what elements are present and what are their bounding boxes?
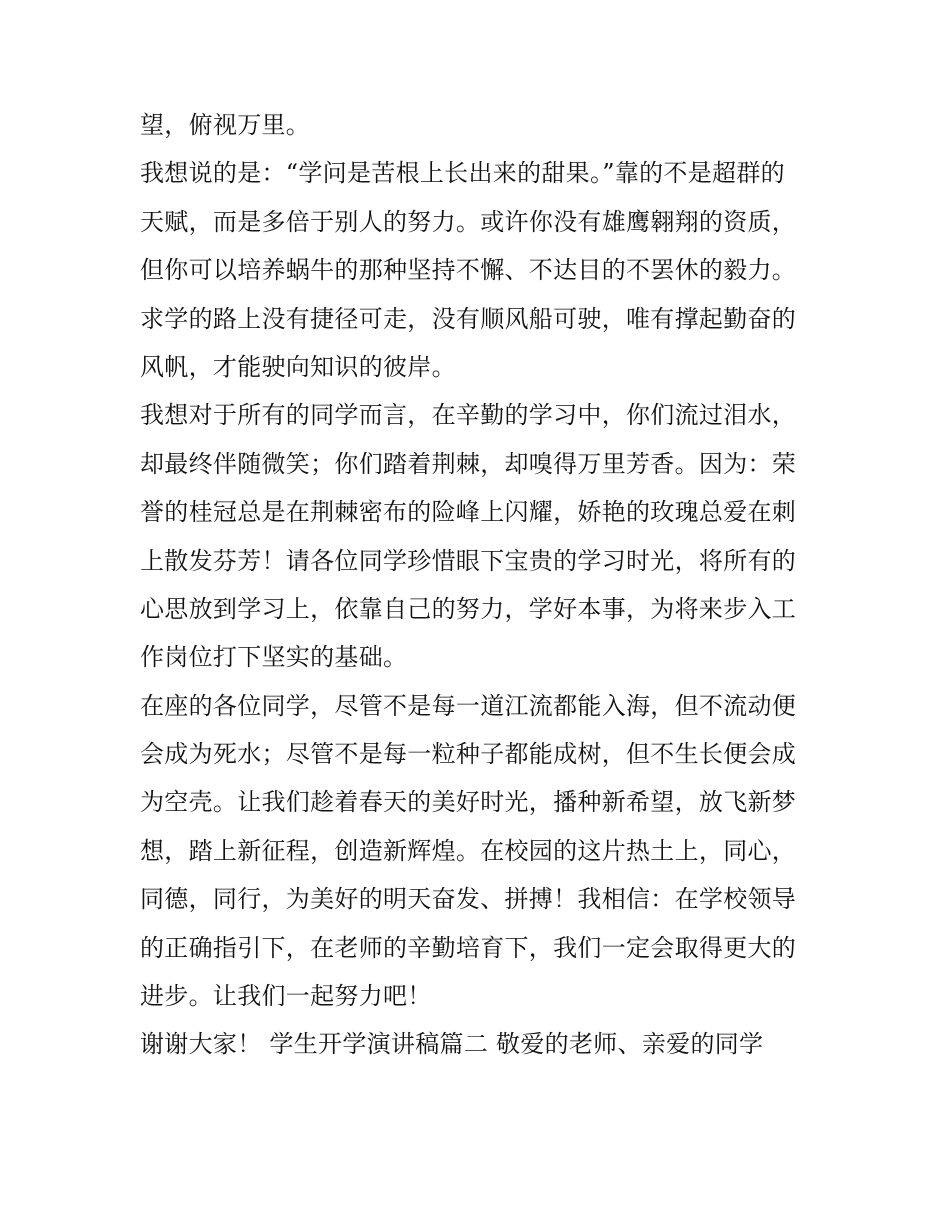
text-line: 谢谢大家！ 学生开学演讲稿篇二 敬爱的老师、亲爱的同学 [140,1030,764,1059]
text-line: 但你可以培养蜗牛的那种坚持不懈、不达目的不罢休的毅力。 [140,256,797,285]
text-line: 会成为死水；尽管不是每一粒种子都能成树，但不生长便会成 [140,740,797,769]
text-line: 想，踏上新征程，创造新辉煌。在校园的这片热土上，同心， [140,836,797,865]
text-line: 在座的各位同学，尽管不是每一道江流都能入海，但不流动便 [140,691,797,720]
document-page [140,101,812,1069]
text-line: 进步。让我们一起努力吧！ [140,982,432,1011]
text-line: 望，俯视万里。 [140,111,311,139]
text-line: 同德，同行，为美好的明天奋发、拼搏！我相信：在学校领导 [140,885,797,914]
text-line: 我想说的是：“学问是苦根上长出来的甜果。”靠的不是超群的 [140,159,785,188]
text-line: 风帆，才能驶向知识的彼岸。 [140,352,456,381]
text-line: 誉的桂冠总是在荆棘密布的险峰上闪耀，娇艳的玫瑰总爱在刺 [140,498,797,527]
text-line: 作岗位打下坚实的基础。 [140,643,408,672]
text-line: 却最终伴随微笑；你们踏着荆棘，却嗅得万里芳香。因为：荣 [140,449,797,478]
text-line: 我想对于所有的同学而言，在辛勤的学习中，你们流过泪水， [140,401,797,430]
text-line: 心思放到学习上，依靠自己的努力，学好本事，为将来步入工 [140,594,797,623]
text-line: 上散发芬芳！请各位同学珍惜眼下宝贵的学习时光，将所有的 [140,546,797,575]
text-line: 为空壳。让我们趁着春天的美好时光，播种新希望，放飞新梦 [140,788,797,817]
text-line: 天赋，而是多倍于别人的努力。或许你没有雄鹰翱翔的资质， [140,207,797,236]
text-line: 的正确指引下，在老师的辛勤培育下，我们一定会取得更大的 [140,933,797,962]
text-line: 求学的路上没有捷径可走，没有顺风船可驶，唯有撑起勤奋的 [140,304,797,333]
